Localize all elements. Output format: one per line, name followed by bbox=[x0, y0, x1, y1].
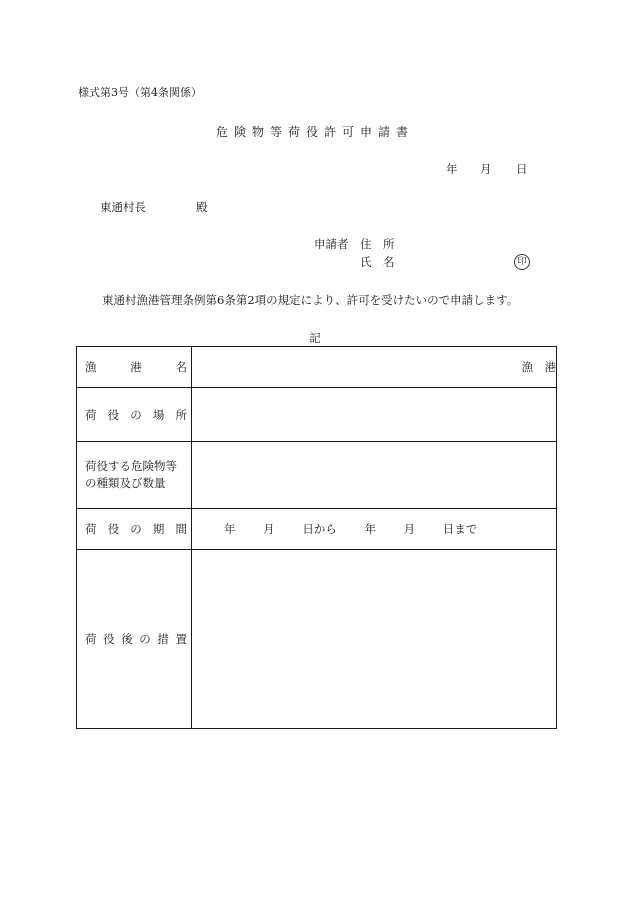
table-row bbox=[77, 550, 557, 729]
period-end-day: 日まで bbox=[442, 522, 478, 536]
document-title: 危険物等荷役許可申請書 bbox=[215, 125, 414, 139]
field-label-hazard-type-quantity bbox=[77, 442, 192, 509]
form-number: 様式第3号（第4条関係） bbox=[78, 86, 202, 99]
field-value-post-cargo-measures[interactable] bbox=[192, 550, 557, 729]
addressee-name: 東通村長 bbox=[100, 200, 146, 214]
period-end-year: 年 bbox=[364, 522, 376, 536]
period-start-month: 月 bbox=[263, 522, 275, 536]
application-table bbox=[76, 346, 557, 729]
period-end-month: 月 bbox=[403, 522, 416, 536]
table-row bbox=[77, 509, 557, 550]
table-row bbox=[77, 347, 557, 388]
field-label-line1: 荷役する危険物等 bbox=[85, 459, 177, 473]
table-row bbox=[77, 388, 557, 442]
field-label-post-cargo-measures: 荷役後の措置 bbox=[77, 550, 192, 729]
period-start-day: 日から bbox=[302, 522, 337, 536]
period-start-year: 年 bbox=[224, 522, 236, 536]
field-label-cargo-location: 荷役の場所 bbox=[77, 388, 192, 442]
table-row bbox=[77, 442, 557, 509]
applicant-label: 申請者 bbox=[314, 237, 349, 251]
field-value-port-name[interactable]: 漁 港 bbox=[192, 347, 557, 388]
date-month-label: 月 bbox=[480, 162, 492, 176]
application-statement: 東通村漁港管理条例第6条第2項の規定により、許可を受けたいので申請します。 bbox=[102, 293, 519, 307]
record-heading: 記 bbox=[309, 331, 321, 345]
field-label-port-name: 漁港名 bbox=[77, 347, 192, 388]
date-day-label: 日 bbox=[516, 162, 528, 176]
date-year-label: 年 bbox=[446, 162, 458, 176]
seal-mark-icon: 印 bbox=[514, 254, 530, 270]
field-label-line2: の種類及び数量 bbox=[85, 476, 166, 490]
field-label-cargo-period: 荷役の期間 bbox=[77, 509, 192, 550]
applicant-name-label: 氏 名 bbox=[360, 255, 395, 269]
addressee-honorific: 殿 bbox=[196, 200, 208, 214]
field-value-cargo-period[interactable] bbox=[192, 509, 557, 550]
field-value-cargo-location[interactable] bbox=[192, 388, 557, 442]
applicant-address-label: 住 所 bbox=[360, 237, 395, 251]
field-value-hazard-type-quantity[interactable] bbox=[192, 442, 557, 509]
